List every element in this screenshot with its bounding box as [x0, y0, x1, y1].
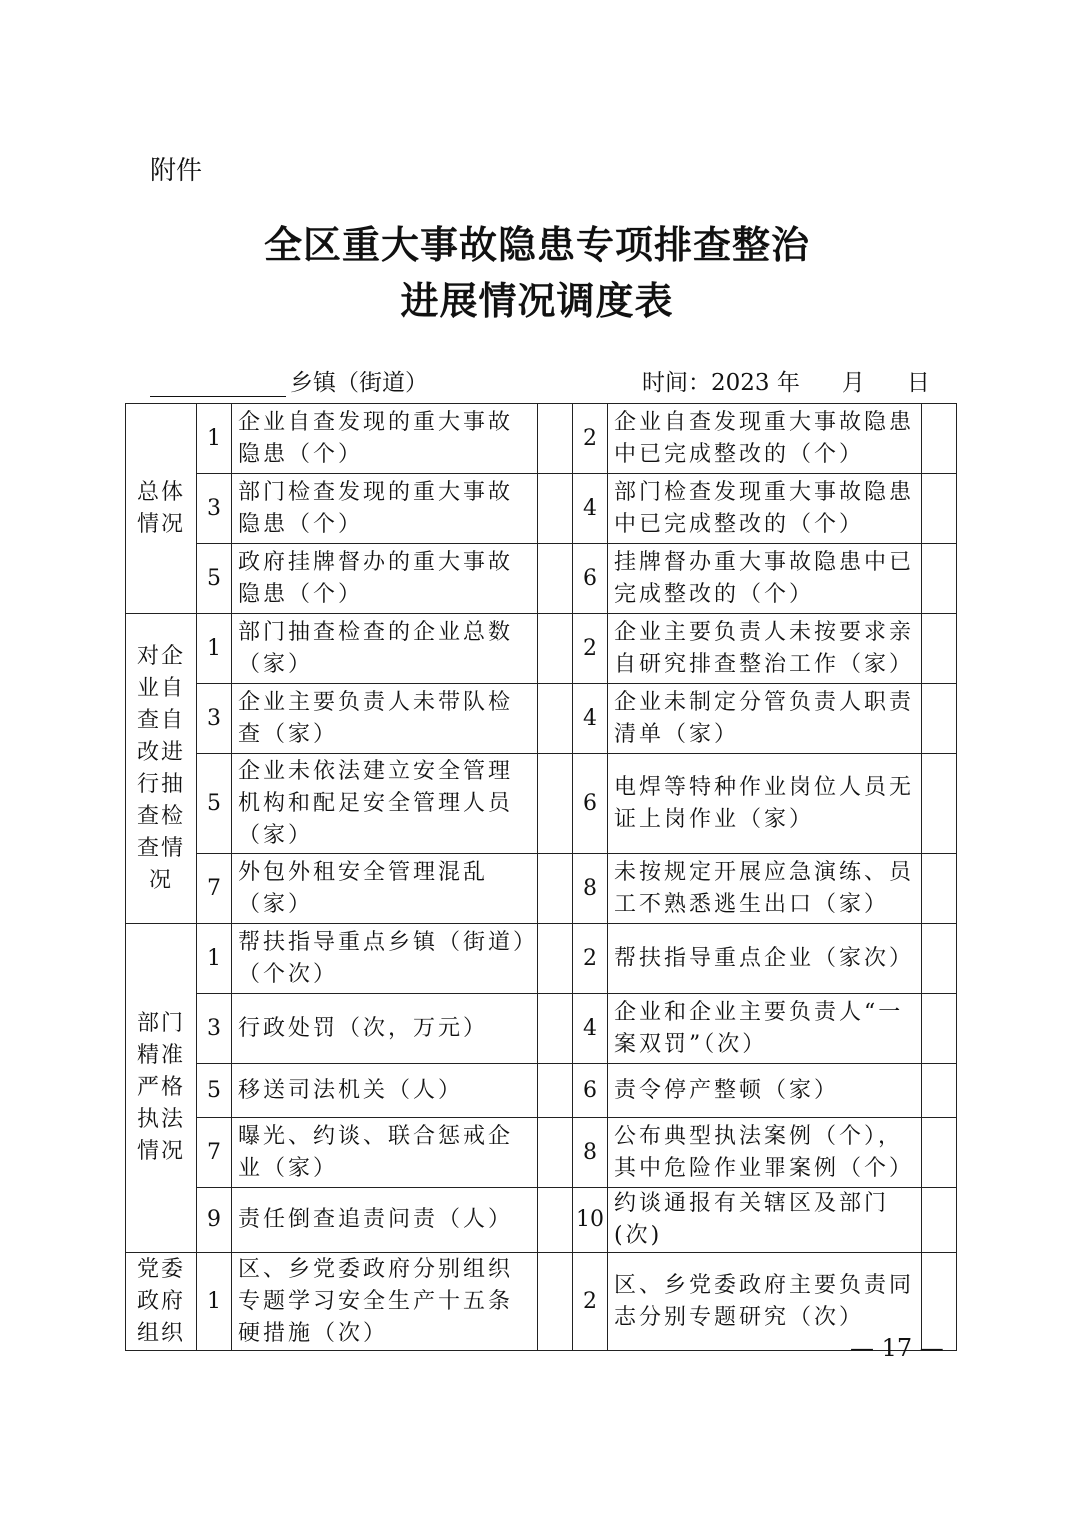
item-label: 未按规定开展应急演练、员工不熟悉逃生出口（家） [608, 854, 922, 924]
value-cell[interactable] [538, 854, 573, 924]
item-label: 企业自查发现的重大事故隐患（个） [232, 404, 538, 474]
table-row [126, 404, 957, 474]
value-cell[interactable] [922, 1064, 957, 1118]
table-row [126, 994, 957, 1064]
item-number: 3 [197, 684, 232, 754]
item-label: 企业未依法建立安全管理机构和配足安全管理人员（家） [232, 754, 538, 854]
item-label: 部门检查发现重大事故隐患中已完成整改的（个） [608, 474, 922, 544]
table-row [126, 1118, 957, 1188]
item-label: 区、乡党委政府主要负责同志分别专题研究（次） [608, 1253, 922, 1351]
item-number: 5 [197, 544, 232, 614]
category-label: 部门精准严格执法情况 [136, 1011, 185, 1164]
value-cell[interactable] [538, 1118, 573, 1188]
document-title-line1: 全区重大事故隐患专项排查整治 [263, 223, 810, 267]
category-label: 对企业自查自改进行抽查检查情况 [136, 643, 185, 893]
item-number: 6 [573, 544, 608, 614]
survey-table [125, 403, 957, 1351]
item-number: 7 [197, 854, 232, 924]
item-label: 企业主要负责人未带队检查（家） [232, 684, 538, 754]
item-label: 约谈通报有关辖区及部门(次) [608, 1188, 922, 1253]
value-cell[interactable] [538, 614, 573, 684]
item-number: 2 [573, 924, 608, 994]
value-cell[interactable] [922, 684, 957, 754]
value-cell[interactable] [922, 854, 957, 924]
value-cell[interactable] [922, 614, 957, 684]
category-cell [126, 614, 197, 924]
item-label: 部门检查发现的重大事故隐患（个） [232, 474, 538, 544]
table-row [126, 1188, 957, 1253]
value-cell[interactable] [538, 684, 573, 754]
item-label: 行政处罚（次，万元） [232, 994, 538, 1064]
value-cell[interactable] [538, 544, 573, 614]
value-cell[interactable] [922, 754, 957, 854]
table-row [126, 684, 957, 754]
item-label: 政府挂牌督办的重大事故隐患（个） [232, 544, 538, 614]
value-cell[interactable] [922, 474, 957, 544]
document-title-line2: 进展情况调度表 [400, 279, 674, 323]
value-cell[interactable] [922, 404, 957, 474]
item-label: 挂牌督办重大事故隐患中已完成整改的（个） [608, 544, 922, 614]
value-cell[interactable] [538, 1064, 573, 1118]
item-number: 1 [197, 1253, 232, 1351]
item-label: 外包外租安全管理混乱（家） [232, 854, 538, 924]
item-number: 8 [573, 1118, 608, 1188]
table-row [126, 924, 957, 994]
item-number: 4 [573, 994, 608, 1064]
value-cell[interactable] [538, 994, 573, 1064]
item-number: 4 [573, 474, 608, 544]
item-label: 帮扶指导重点企业（家次） [608, 924, 922, 994]
table-row [126, 1064, 957, 1118]
value-cell[interactable] [538, 1253, 573, 1351]
day-label: 日 [906, 370, 930, 396]
item-label: 部门抽查检查的企业总数（家） [232, 614, 538, 684]
category-label: 党委政府组织 [136, 1256, 185, 1346]
category-label: 总体情况 [136, 479, 185, 537]
item-number: 8 [573, 854, 608, 924]
item-label: 企业和企业主要负责人“一案双罚”（次） [608, 994, 922, 1064]
value-cell[interactable] [922, 1188, 957, 1253]
value-cell[interactable] [538, 474, 573, 544]
item-label: 曝光、约谈、联合惩戒企业（家） [232, 1118, 538, 1188]
value-cell[interactable] [538, 924, 573, 994]
item-label: 企业未制定分管负责人职责清单（家） [608, 684, 922, 754]
table-row [126, 754, 957, 854]
item-number: 3 [197, 474, 232, 544]
attachment-label: 附件 [150, 156, 203, 186]
item-label: 企业主要负责人未按要求亲自研究排查整治工作（家） [608, 614, 922, 684]
value-cell[interactable] [538, 1188, 573, 1253]
time-label: 时间：2023 年 [642, 370, 800, 396]
item-number: 2 [573, 614, 608, 684]
item-label: 移送司法机关（人） [232, 1064, 538, 1118]
table-row [126, 1253, 957, 1351]
town-label: 乡镇（街道） [290, 370, 428, 396]
page-number: — 17 — [850, 1334, 944, 1362]
item-number: 1 [197, 614, 232, 684]
item-label: 帮扶指导重点乡镇（街道）（个次） [232, 924, 538, 994]
value-cell[interactable] [538, 404, 573, 474]
item-number: 3 [197, 994, 232, 1064]
item-number: 6 [573, 1064, 608, 1118]
town-field [150, 364, 428, 397]
value-cell[interactable] [538, 754, 573, 854]
item-number: 6 [573, 754, 608, 854]
item-number: 2 [573, 404, 608, 474]
item-number: 4 [573, 684, 608, 754]
item-number: 9 [197, 1188, 232, 1253]
value-cell[interactable] [922, 544, 957, 614]
item-label: 责令停产整顿（家） [608, 1064, 922, 1118]
month-label: 月 [841, 370, 865, 396]
town-blank [150, 372, 286, 397]
item-label: 责任倒查追责问责（人） [232, 1188, 538, 1253]
table-row [126, 614, 957, 684]
category-cell [126, 924, 197, 1253]
item-label: 电焊等特种作业岗位人员无证上岗作业（家） [608, 754, 922, 854]
table-row [126, 854, 957, 924]
item-number: 1 [197, 404, 232, 474]
table-row [126, 544, 957, 614]
item-label: 企业自查发现重大事故隐患中已完成整改的（个） [608, 404, 922, 474]
item-number: 5 [197, 754, 232, 854]
table-row [126, 474, 957, 544]
item-number: 2 [573, 1253, 608, 1351]
item-number: 5 [197, 1064, 232, 1118]
item-number: 1 [197, 924, 232, 994]
value-cell[interactable] [922, 994, 957, 1064]
category-cell [126, 404, 197, 614]
category-cell [126, 1253, 197, 1351]
item-number: 7 [197, 1118, 232, 1188]
value-cell[interactable] [922, 924, 957, 994]
item-label: 区、乡党委政府分别组织专题学习安全生产十五条硬措施（次） [232, 1253, 538, 1351]
item-number: 10 [573, 1188, 608, 1253]
item-label: 公布典型执法案例（个），其中危险作业罪案例（个） [608, 1118, 922, 1188]
value-cell[interactable] [922, 1118, 957, 1188]
date-field [642, 364, 930, 397]
